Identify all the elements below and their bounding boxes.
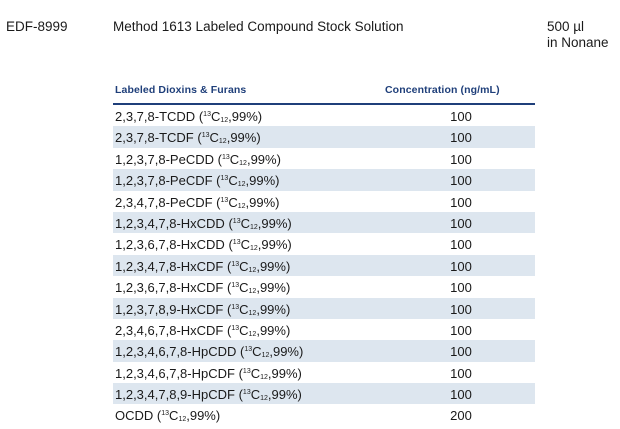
label-purity: ,99%) [256, 258, 291, 274]
compound-name: 1,2,3,4,6,7,8-HpCDD [115, 344, 237, 360]
compound-cell [115, 366, 302, 381]
label-element: C [252, 344, 262, 360]
concentration-cell: 100 [450, 215, 472, 231]
label-atom-count: 12 [239, 159, 247, 167]
label-prefix: ( [238, 387, 243, 403]
concentration-cell: 100 [450, 237, 472, 253]
table-row [113, 340, 535, 361]
compound-name: 1,2,3,7,8-PeCDD [115, 151, 214, 167]
compound-name: 1,2,3,4,7,8,9-HpCDF [115, 387, 235, 403]
label-mass-number: 13 [232, 239, 241, 247]
compound-name: 2,3,4,6,7,8-HxCDF [115, 322, 224, 338]
concentration-cell: 200 [450, 408, 472, 424]
compound-name: OCDD [115, 408, 154, 424]
label-mass-number: 13 [242, 367, 251, 375]
label-mass-number: 13 [244, 346, 253, 354]
label-mass-number: 13 [220, 196, 229, 204]
compound-name: 1,2,3,4,7,8-HxCDF [115, 258, 224, 274]
label-atom-count: 12 [237, 181, 246, 189]
compound-name: 2,3,4,7,8-PeCDF [115, 194, 213, 210]
product-header [0, 0, 620, 60]
table-row [113, 404, 535, 425]
label-mass-number: 13 [231, 282, 240, 290]
table-row [113, 319, 535, 340]
label-prefix: ( [228, 237, 233, 253]
compound-name: 1,2,3,4,6,7,8-HpCDF [115, 365, 235, 381]
concentration-cell: 100 [450, 387, 472, 403]
concentration-cell: 100 [450, 130, 472, 146]
label-mass-number: 13 [201, 132, 210, 140]
table-row [113, 362, 535, 383]
label-purity: ,99%) [267, 387, 302, 403]
compound-name: 1,2,3,6,7,8-HxCDF [115, 280, 224, 296]
concentration-cell: 100 [450, 365, 472, 381]
label-purity: ,99%) [267, 365, 302, 381]
compound-cell [115, 280, 290, 295]
label-atom-count: 12 [260, 373, 268, 381]
label-element: C [209, 130, 219, 146]
label-atom-count: 12 [248, 266, 257, 274]
label-purity: ,99%) [256, 301, 291, 317]
compound-name: 1,2,3,7,8,9-HxCDF [115, 301, 224, 317]
label-element: C [239, 322, 249, 338]
compound-table [113, 82, 535, 426]
label-atom-count: 12 [248, 288, 257, 296]
compound-name: 2,3,7,8-TCDD [115, 109, 196, 124]
label-prefix: ( [198, 109, 204, 124]
label-prefix: ( [238, 365, 243, 381]
product-volume [547, 19, 609, 51]
compound-cell [115, 152, 281, 167]
concentration-cell: 100 [450, 173, 472, 189]
concentration-cell: 100 [450, 344, 472, 360]
table-row [113, 298, 535, 319]
label-prefix: ( [227, 301, 232, 317]
label-prefix: ( [227, 280, 232, 296]
concentration-cell: 100 [450, 194, 472, 210]
label-purity: ,99%) [245, 173, 280, 189]
label-mass-number: 13 [220, 175, 229, 183]
concentration-cell: 100 [450, 322, 472, 338]
compound-cell [115, 195, 279, 210]
label-prefix: ( [156, 408, 162, 424]
label-element: C [229, 151, 240, 167]
label-prefix: ( [216, 194, 221, 210]
table-row [113, 191, 535, 212]
volume-amount: 500 µl [547, 19, 585, 34]
label-purity: ,99%) [246, 151, 281, 167]
label-atom-count: 12 [260, 395, 268, 403]
label-purity: ,99%) [245, 194, 280, 210]
label-mass-number: 13 [231, 260, 240, 268]
compound-cell [115, 387, 302, 402]
label-prefix: ( [217, 151, 222, 167]
table-row [113, 233, 535, 254]
table-header [113, 82, 535, 105]
label-mass-number: 13 [231, 303, 240, 311]
compound-cell [115, 344, 303, 359]
label-element: C [228, 173, 238, 189]
label-atom-count: 12 [248, 330, 257, 338]
label-mass-number: 13 [221, 153, 230, 161]
label-element: C [240, 215, 250, 231]
label-purity: ,99%) [228, 109, 263, 124]
label-atom-count: 12 [237, 202, 246, 210]
label-mass-number: 13 [232, 217, 241, 225]
label-element: C [239, 280, 249, 296]
compound-name: 1,2,3,6,7,8-HxCDD [115, 237, 225, 253]
compound-name: 1,2,3,4,7,8-HxCDD [115, 215, 225, 231]
table-row [113, 383, 535, 404]
label-element: C [239, 301, 249, 317]
column-header-compound: Labeled Dioxins & Furans [115, 84, 247, 96]
label-element: C [250, 387, 261, 403]
table-row [113, 276, 535, 297]
label-prefix: ( [216, 173, 221, 189]
concentration-cell: 100 [450, 258, 472, 274]
table-row [113, 126, 535, 147]
label-prefix: ( [227, 258, 232, 274]
label-mass-number: 13 [161, 410, 170, 418]
table-row [113, 169, 535, 190]
volume-solvent: in Nonane [547, 35, 609, 50]
label-purity: ,99%) [257, 237, 292, 253]
compound-cell [115, 109, 262, 124]
table-row [113, 212, 535, 233]
concentration-cell: 100 [450, 301, 472, 317]
concentration-cell: 100 [450, 280, 472, 296]
compound-cell [115, 130, 261, 145]
compound-cell [115, 173, 279, 188]
label-prefix: ( [227, 322, 232, 338]
compound-cell [115, 237, 292, 252]
compound-name: 2,3,7,8-TCDF [115, 130, 194, 146]
label-atom-count: 12 [218, 138, 227, 146]
label-element: C [169, 408, 179, 424]
label-atom-count: 12 [178, 416, 187, 424]
compound-cell [115, 216, 292, 231]
label-element: C [210, 109, 221, 124]
column-header-concentration: Concentration (ng/mL) [385, 84, 500, 96]
label-purity: ,99%) [256, 322, 291, 338]
label-element: C [228, 194, 238, 210]
catalog-number: EDF-8999 [6, 19, 68, 34]
compound-cell [115, 259, 290, 274]
label-purity: ,99%) [269, 344, 304, 360]
label-atom-count: 12 [249, 245, 258, 253]
compound-cell [115, 323, 290, 338]
label-element: C [240, 237, 250, 253]
label-mass-number: 13 [231, 324, 240, 332]
label-purity: ,99%) [256, 280, 291, 296]
label-mass-number: 13 [203, 111, 211, 118]
label-prefix: ( [240, 344, 245, 360]
compound-name: 1,2,3,7,8-PeCDF [115, 173, 213, 189]
label-atom-count: 12 [261, 352, 270, 360]
label-atom-count: 12 [248, 309, 257, 317]
label-element: C [239, 258, 249, 274]
product-title: Method 1613 Labeled Compound Stock Solution [113, 19, 404, 34]
label-atom-count: 12 [249, 223, 258, 231]
label-mass-number: 13 [242, 389, 251, 397]
compound-cell [115, 408, 220, 423]
table-row [113, 255, 535, 276]
label-prefix: ( [197, 130, 202, 146]
label-purity: ,99%) [226, 130, 261, 146]
compound-cell [115, 302, 290, 317]
label-prefix: ( [228, 215, 233, 231]
label-purity: ,99%) [257, 215, 292, 231]
table-row [113, 148, 535, 169]
concentration-cell: 100 [450, 151, 472, 167]
label-atom-count: 12 [220, 117, 229, 124]
table-body [113, 105, 535, 426]
label-element: C [250, 365, 261, 381]
label-purity: ,99%) [186, 408, 221, 424]
concentration-cell: 100 [450, 109, 472, 124]
table-row [113, 105, 535, 126]
